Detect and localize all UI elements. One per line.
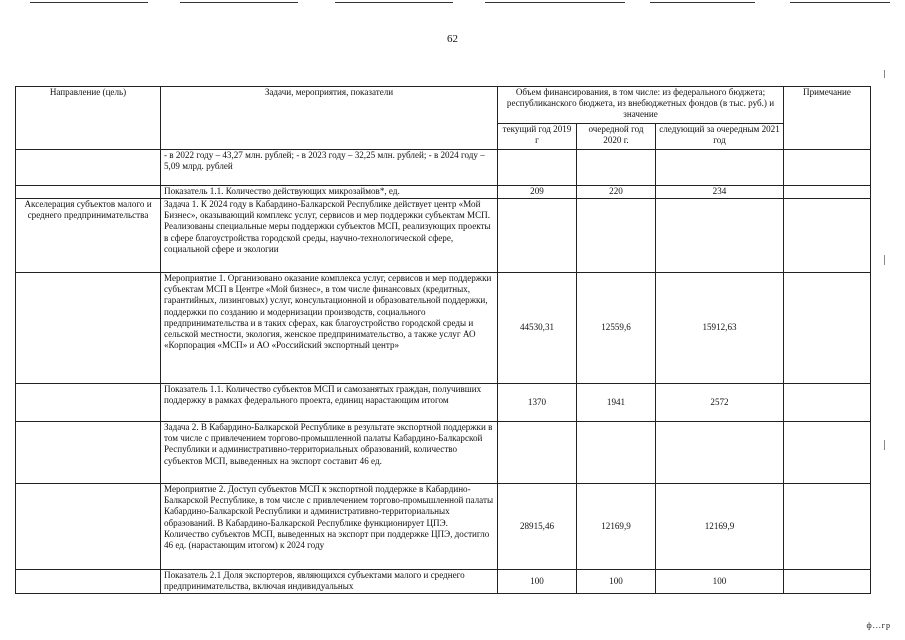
cell-note xyxy=(784,273,871,384)
scan-line xyxy=(485,2,625,3)
cell-tasks: Мероприятие 2. Доступ субъектов МСП к экспортной поддержке в Кабардино-Балкарской Республике, в том числе с привлечением торгово-промышленной палаты Кабардино-Балкарской Республики и административно-территориальных образований. В Кабардино-Балкарской Республике функционирует ЦПЭ. Количество субъектов МСП, выведенных на экспорт при поддержке ЦПЭ, достигло 46 ед. (нарастающим итогом) к 2024 году xyxy=(161,484,498,570)
header-funding: Объем финансирования, в том числе: из федерального бюджета; республиканского бюджета, из внебюджетных фондов (в тыс. руб.) и значение xyxy=(498,87,784,124)
cell-value xyxy=(577,199,656,273)
cell-value xyxy=(656,199,784,273)
cell-tasks: - в 2022 году – 43,27 млн. рублей; - в 2023 году – 32,25 млн. рублей; - в 2024 году – 5,09 млрд. рублей xyxy=(161,150,498,186)
cell-value: 100 xyxy=(656,570,784,594)
cell-direction: Акселерация субъектов малого и среднего предпринимательства xyxy=(16,199,161,273)
cell-note xyxy=(784,484,871,570)
cell-note xyxy=(784,422,871,484)
cell-value xyxy=(498,422,577,484)
scan-side-mark xyxy=(884,255,885,265)
cell-direction xyxy=(16,570,161,594)
scan-line xyxy=(650,2,755,3)
cell-value: 12559,6 xyxy=(577,273,656,384)
cell-value: 12169,9 xyxy=(577,484,656,570)
cell-value xyxy=(656,150,784,186)
cell-value: 2572 xyxy=(656,384,784,422)
page-number: 62 xyxy=(447,33,458,45)
scan-line xyxy=(180,2,298,3)
scan-line xyxy=(30,2,148,3)
cell-value: 100 xyxy=(577,570,656,594)
cell-value: 15912,63 xyxy=(656,273,784,384)
funding-table xyxy=(15,86,871,594)
header-year-after: следующий за очередным 2021 год xyxy=(656,124,784,150)
cell-value: 220 xyxy=(577,186,656,199)
cell-direction xyxy=(16,384,161,422)
cell-direction xyxy=(16,484,161,570)
cell-value: 44530,31 xyxy=(498,273,577,384)
cell-note xyxy=(784,570,871,594)
header-year-current: текущий год 2019 г xyxy=(498,124,577,150)
cell-value xyxy=(577,422,656,484)
cell-value: 100 xyxy=(498,570,577,594)
cell-value xyxy=(498,150,577,186)
cell-tasks: Показатель 2.1 Доля экспортеров, являющихся субъектами малого и среднего предпринимательства, включая индивидуальных xyxy=(161,570,498,594)
header-direction: Направление (цель) xyxy=(16,87,161,150)
scan-side-mark xyxy=(884,440,885,450)
cell-note xyxy=(784,199,871,273)
cell-note xyxy=(784,384,871,422)
cell-note xyxy=(784,186,871,199)
header-tasks: Задачи, мероприятия, показатели xyxy=(161,87,498,150)
header-year-next: очередной год 2020 г. xyxy=(577,124,656,150)
cell-direction xyxy=(16,273,161,384)
cell-value: 1941 xyxy=(577,384,656,422)
cell-value: 234 xyxy=(656,186,784,199)
cell-value xyxy=(577,150,656,186)
cell-tasks: Задача 2. В Кабардино-Балкарской Республике в результате экспортной поддержки в том числе с привлечением торгово-промышленной палаты Кабардино-Балкарской Республики и административно-территориальных образований, количество субъектов МСП, выведенных на экспорт составит 46 ед. xyxy=(161,422,498,484)
cell-tasks: Показатель 1.1. Количество действующих микрозаймов*, ед. xyxy=(161,186,498,199)
cell-tasks: Показатель 1.1. Количество субъектов МСП и самозанятых граждан, получивших поддержку в рамках федерального проекта, единиц нарастающим итогом xyxy=(161,384,498,422)
cell-value: 28915,46 xyxy=(498,484,577,570)
cell-tasks: Задача 1. К 2024 году в Кабардино-Балкарской Республике действует центр «Мой Бизнес», оказывающий комплекс услуг, сервисов и мер поддержки субъектам МСП. Реализованы специальные меры поддержки субъектов МСП, реализующих проекты в сфере благоустройства городской среды, научно-технологической сфере, социальной сфере и экологии xyxy=(161,199,498,273)
header-note: Примечание xyxy=(784,87,871,150)
scan-line xyxy=(335,2,453,3)
cell-value xyxy=(498,199,577,273)
cell-value xyxy=(656,422,784,484)
scan-side-mark xyxy=(884,70,885,78)
handwritten-mark: ф...гр xyxy=(866,621,891,630)
cell-direction xyxy=(16,150,161,186)
cell-value: 1370 xyxy=(498,384,577,422)
scan-line xyxy=(790,2,890,3)
cell-note xyxy=(784,150,871,186)
cell-tasks: Мероприятие 1. Организовано оказание комплекса услуг, сервисов и мер поддержки субъектам МСП в Центре «Мой бизнес», в том числе финансовых (кредитных, гарантийных, лизинговых) услуг, консультационной и образовательной поддержки, поддержки по созданию и модернизации производств, социального предпринимательства и в таких сферах, как благоустройство городской среды и сельской местности, экология, женское предпринимательство, а также услуг АО «Корпорация «МСП» и АО «Российский экспортный центр» xyxy=(161,273,498,384)
cell-value: 12169,9 xyxy=(656,484,784,570)
cell-direction xyxy=(16,186,161,199)
cell-direction xyxy=(16,422,161,484)
cell-value: 209 xyxy=(498,186,577,199)
